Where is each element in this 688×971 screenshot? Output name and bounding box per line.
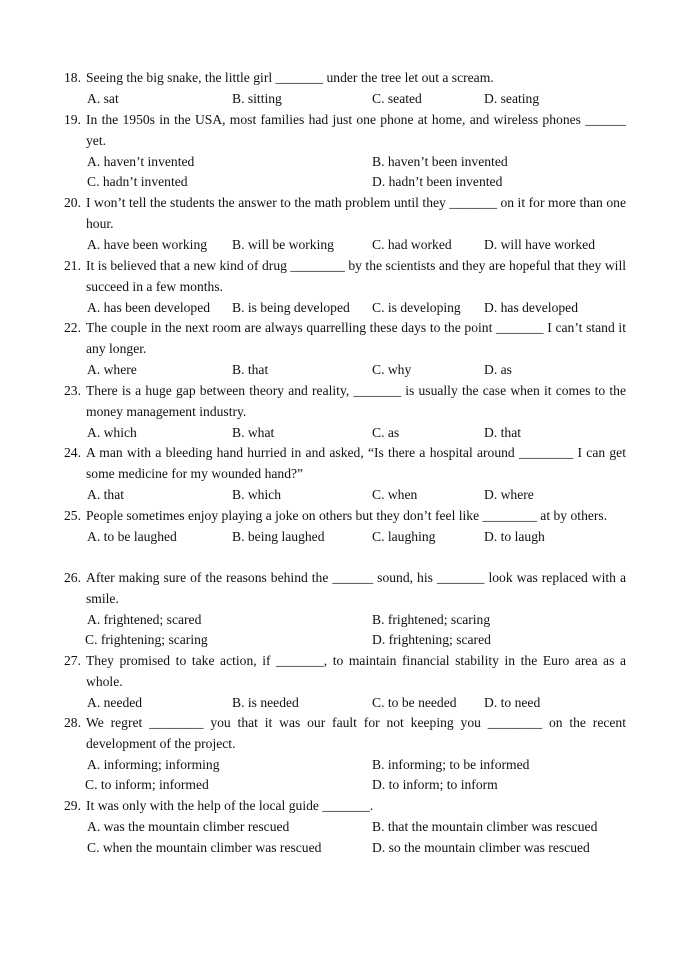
question-29: [64, 796, 626, 858]
option-b: B. that: [232, 361, 269, 377]
question-25: [64, 506, 626, 548]
option-a: A. where: [87, 361, 137, 377]
option-d: D. seating: [484, 90, 540, 106]
option-b: B. informing; to be informed: [372, 756, 530, 772]
question-stem: [64, 651, 626, 693]
question-stem: [64, 256, 626, 298]
option-d: D. where: [484, 486, 534, 502]
options-grid: [64, 755, 626, 797]
question-stem: [64, 713, 626, 755]
option-c: C. to inform; informed: [85, 777, 209, 793]
options-row: [64, 235, 626, 256]
question-stem: [64, 506, 626, 527]
question-19: [64, 110, 626, 193]
question-text: The couple in the next room are always quarrelling these days to the point _______ I can’t stand it any longer.: [86, 320, 626, 356]
question-27: [64, 651, 626, 713]
options-row: [64, 693, 626, 714]
question-number: 19.: [64, 112, 81, 127]
option-c: C. hadn’t invented: [87, 174, 188, 190]
question-text: There is a huge gap between theory and reality, _______ is usually the case when it comes to the money management industry.: [86, 383, 626, 419]
question-number: 29.: [64, 798, 81, 813]
question-20: [64, 193, 626, 255]
option-d: D. frightening; scared: [372, 632, 491, 648]
options-row: [64, 298, 626, 319]
option-d: D. so the mountain climber was rescued: [372, 839, 590, 855]
question-text: I won’t tell the students the answer to the math problem until they _______ on it for more than one hour.: [86, 195, 626, 231]
option-d: D. as: [484, 361, 512, 377]
option-c: C. when: [372, 486, 418, 502]
question-text: People sometimes enjoy playing a joke on others but they don’t feel like ________ at by others.: [86, 508, 608, 523]
question-stem: [64, 381, 626, 423]
question-number: 27.: [64, 653, 81, 668]
option-d: D. has developed: [484, 299, 578, 315]
question-number: 26.: [64, 570, 81, 585]
option-a: A. that: [87, 486, 124, 502]
option-b: B. frightened; scaring: [372, 611, 491, 627]
option-b: B. is being developed: [232, 299, 350, 315]
question-text: They promised to take action, if _______, to maintain financial stability in the Euro area as a whole.: [86, 653, 626, 689]
option-d: D. to inform; to inform: [372, 777, 498, 793]
options-grid: [64, 817, 626, 859]
option-c: C. frightening; scaring: [85, 632, 208, 648]
question-24: [64, 443, 626, 505]
option-c: C. to be needed: [372, 694, 457, 710]
question-text: In the 1950s in the USA, most families had just one phone at home, and wireless phones ______ yet.: [86, 112, 626, 148]
option-c: C. why: [372, 361, 412, 377]
options-row: [64, 485, 626, 506]
option-c: C. had worked: [372, 236, 452, 252]
option-d: D. hadn’t been invented: [372, 174, 503, 190]
options-grid: [64, 152, 626, 194]
question-28: [64, 713, 626, 796]
question-22: [64, 318, 626, 380]
question-stem: [64, 318, 626, 360]
option-a: A. informing; informing: [87, 756, 220, 772]
option-b: B. that the mountain climber was rescued: [372, 818, 598, 834]
question-number: 24.: [64, 445, 81, 460]
option-a: A. sat: [87, 90, 119, 106]
question-number: 28.: [64, 715, 81, 730]
question-18: [64, 68, 626, 110]
option-b: B. will be working: [232, 236, 334, 252]
option-a: A. which: [87, 424, 137, 440]
options-row: [64, 423, 626, 444]
option-c: C. laughing: [372, 528, 436, 544]
question-stem: [64, 193, 626, 235]
option-d: D. to laugh: [484, 528, 545, 544]
option-a: A. frightened; scared: [87, 611, 202, 627]
option-b: B. what: [232, 424, 275, 440]
option-c: C. seated: [372, 90, 422, 106]
option-b: B. being laughed: [232, 528, 325, 544]
option-b: B. is needed: [232, 694, 299, 710]
option-a: A. to be laughed: [87, 528, 177, 544]
option-a: A. needed: [87, 694, 143, 710]
question-number: 21.: [64, 258, 81, 273]
question-number: 25.: [64, 508, 81, 523]
option-d: D. to need: [484, 694, 541, 710]
options-row: [64, 360, 626, 381]
question-21: [64, 256, 626, 318]
question-stem: [64, 110, 626, 152]
question-text: After making sure of the reasons behind the ______ sound, his _______ look was replaced with a smile.: [86, 570, 626, 606]
option-b: B. which: [232, 486, 282, 502]
question-text: A man with a bleeding hand hurried in and asked, “Is there a hospital around ________ I can get some medicine for my wounded hand?”: [86, 445, 626, 481]
option-d: D. will have worked: [484, 236, 595, 252]
option-a: A. haven’t invented: [87, 153, 195, 169]
option-a: A. have been working: [87, 236, 208, 252]
option-b: B. sitting: [232, 90, 282, 106]
question-text: It was only with the help of the local guide _______.: [86, 798, 374, 813]
question-text: It is believed that a new kind of drug ________ by the scientists and they are hopeful that they will succeed in a few months.: [86, 258, 626, 294]
question-26: [64, 568, 626, 651]
question-number: 18.: [64, 70, 81, 85]
question-number: 22.: [64, 320, 81, 335]
question-stem: [64, 568, 626, 610]
question-stem: [64, 796, 626, 817]
question-number: 20.: [64, 195, 81, 210]
question-text: Seeing the big snake, the little girl _______ under the tree let out a scream.: [86, 70, 494, 85]
question-stem: [64, 443, 626, 485]
option-a: A. was the mountain climber rescued: [87, 818, 290, 834]
question-stem: [64, 68, 626, 89]
question-23: [64, 381, 626, 443]
option-d: D. that: [484, 424, 521, 440]
options-row: [64, 527, 626, 548]
option-c: C. when the mountain climber was rescued: [87, 839, 322, 855]
options-row: [64, 89, 626, 110]
question-text: We regret ________ you that it was our fault for not keeping you ________ on the recent development of the project.: [86, 715, 626, 751]
option-b: B. haven’t been invented: [372, 153, 508, 169]
option-a: A. has been developed: [87, 299, 211, 315]
question-number: 23.: [64, 383, 81, 398]
option-c: C. is developing: [372, 299, 461, 315]
option-c: C. as: [372, 424, 400, 440]
options-grid: [64, 610, 626, 652]
